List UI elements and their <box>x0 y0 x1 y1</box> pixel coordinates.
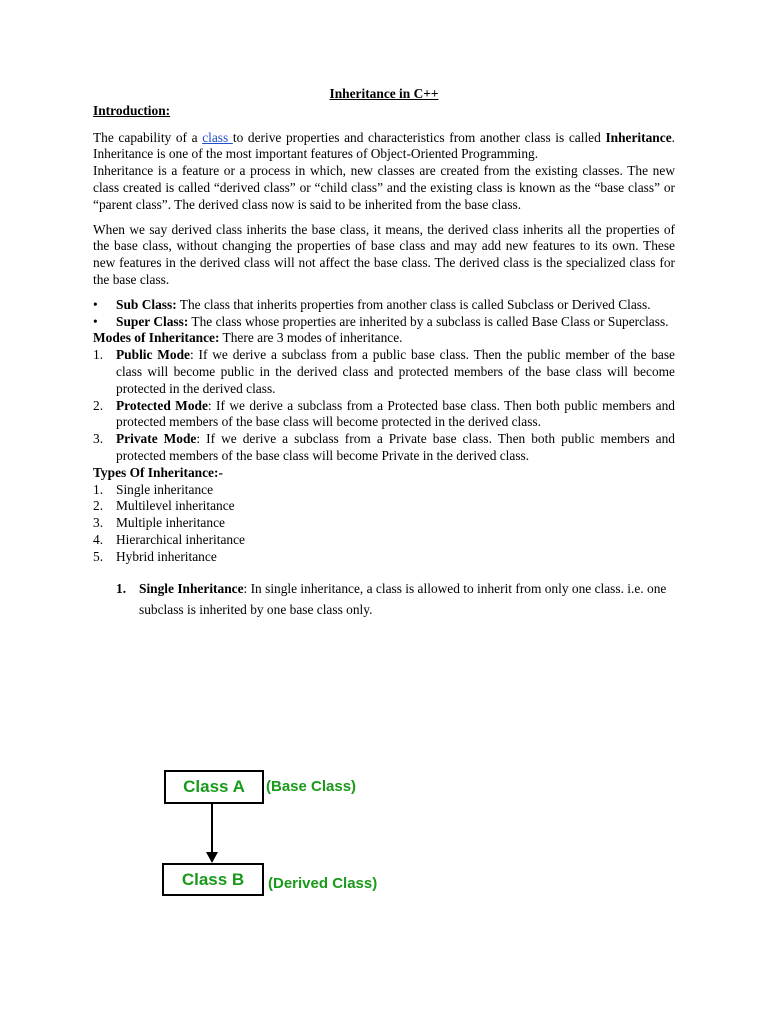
list-item: 4. Hierarchical inheritance <box>93 531 245 547</box>
class-a-box: Class A <box>164 770 264 804</box>
intro-paragraph-1: The capability of a class to derive properties and characteristics from another class is called Inheritance. Inheritance is one of the most important features of Object-Oriented Programming. <box>93 129 675 162</box>
introduction-heading: Introduction: <box>93 102 171 118</box>
list-item: 3. Private Mode: If we derive a subclass from a Private base class. Then both public members and protected members of the base class will become Private in the derived class. <box>93 431 675 463</box>
modes-list <box>93 347 675 465</box>
list-item: • Super Class: The class whose properties are inherited by a subclass is called Base Class or Superclass. <box>93 314 675 331</box>
list-item: 3. Multiple inheritance <box>93 515 225 531</box>
document-page <box>93 86 675 620</box>
modes-heading: Modes of Inheritance: There are 3 modes of inheritance. <box>93 330 403 346</box>
class-definitions-list <box>93 297 675 331</box>
list-item: 1. Single inheritance <box>93 481 214 497</box>
intro-paragraph-3: When we say derived class inherits the base class, it means, the derived class inherits all the properties of the base class, without changing the properties of base class and may add new features to its own. These new features in the derived class will not affect the base class. The derived class is the specialized class for the base class. <box>93 221 675 287</box>
single-inheritance-section: 1. Single Inheritance: In single inheritance, a class is allowed to inherit from only one class. i.e. one subclass is inherited by one base class only. <box>116 580 667 617</box>
class-b-box: Class B <box>162 863 264 896</box>
derived-class-label: (Derived Class) <box>268 875 378 892</box>
list-item: 1. Public Mode: If we derive a subclass from a public base class. Then the public member of the base class will become public in the derived class and protected members of the base class will become protected in the derived class. <box>93 347 675 396</box>
list-item: 2. Protected Mode: If we derive a subclass from a Protected base class. Then both public members and protected members of the base class will become protected in the derived class. <box>93 397 675 430</box>
class-link[interactable]: class <box>202 129 233 145</box>
intro-paragraph-2: Inheritance is a feature or a process in which, new classes are created from the existing classes. The new class created is called “derived class” or “child class” and the existing class is known as the “base class” or “parent class”. The derived class now is said to be inherited from the base class. <box>93 163 675 212</box>
types-heading: Types Of Inheritance:- <box>93 464 223 480</box>
list-item: 5. Hybrid inheritance <box>93 548 217 564</box>
types-list <box>93 482 675 566</box>
base-class-label: (Base Class) <box>266 778 357 795</box>
document-title: Inheritance in C++ <box>329 86 439 101</box>
list-item: 2. Multilevel inheritance <box>93 498 235 514</box>
list-item: • Sub Class: The class that inherits properties from another class is called Subclass or Derived Class. <box>93 297 675 314</box>
single-inheritance-diagram <box>160 766 420 906</box>
